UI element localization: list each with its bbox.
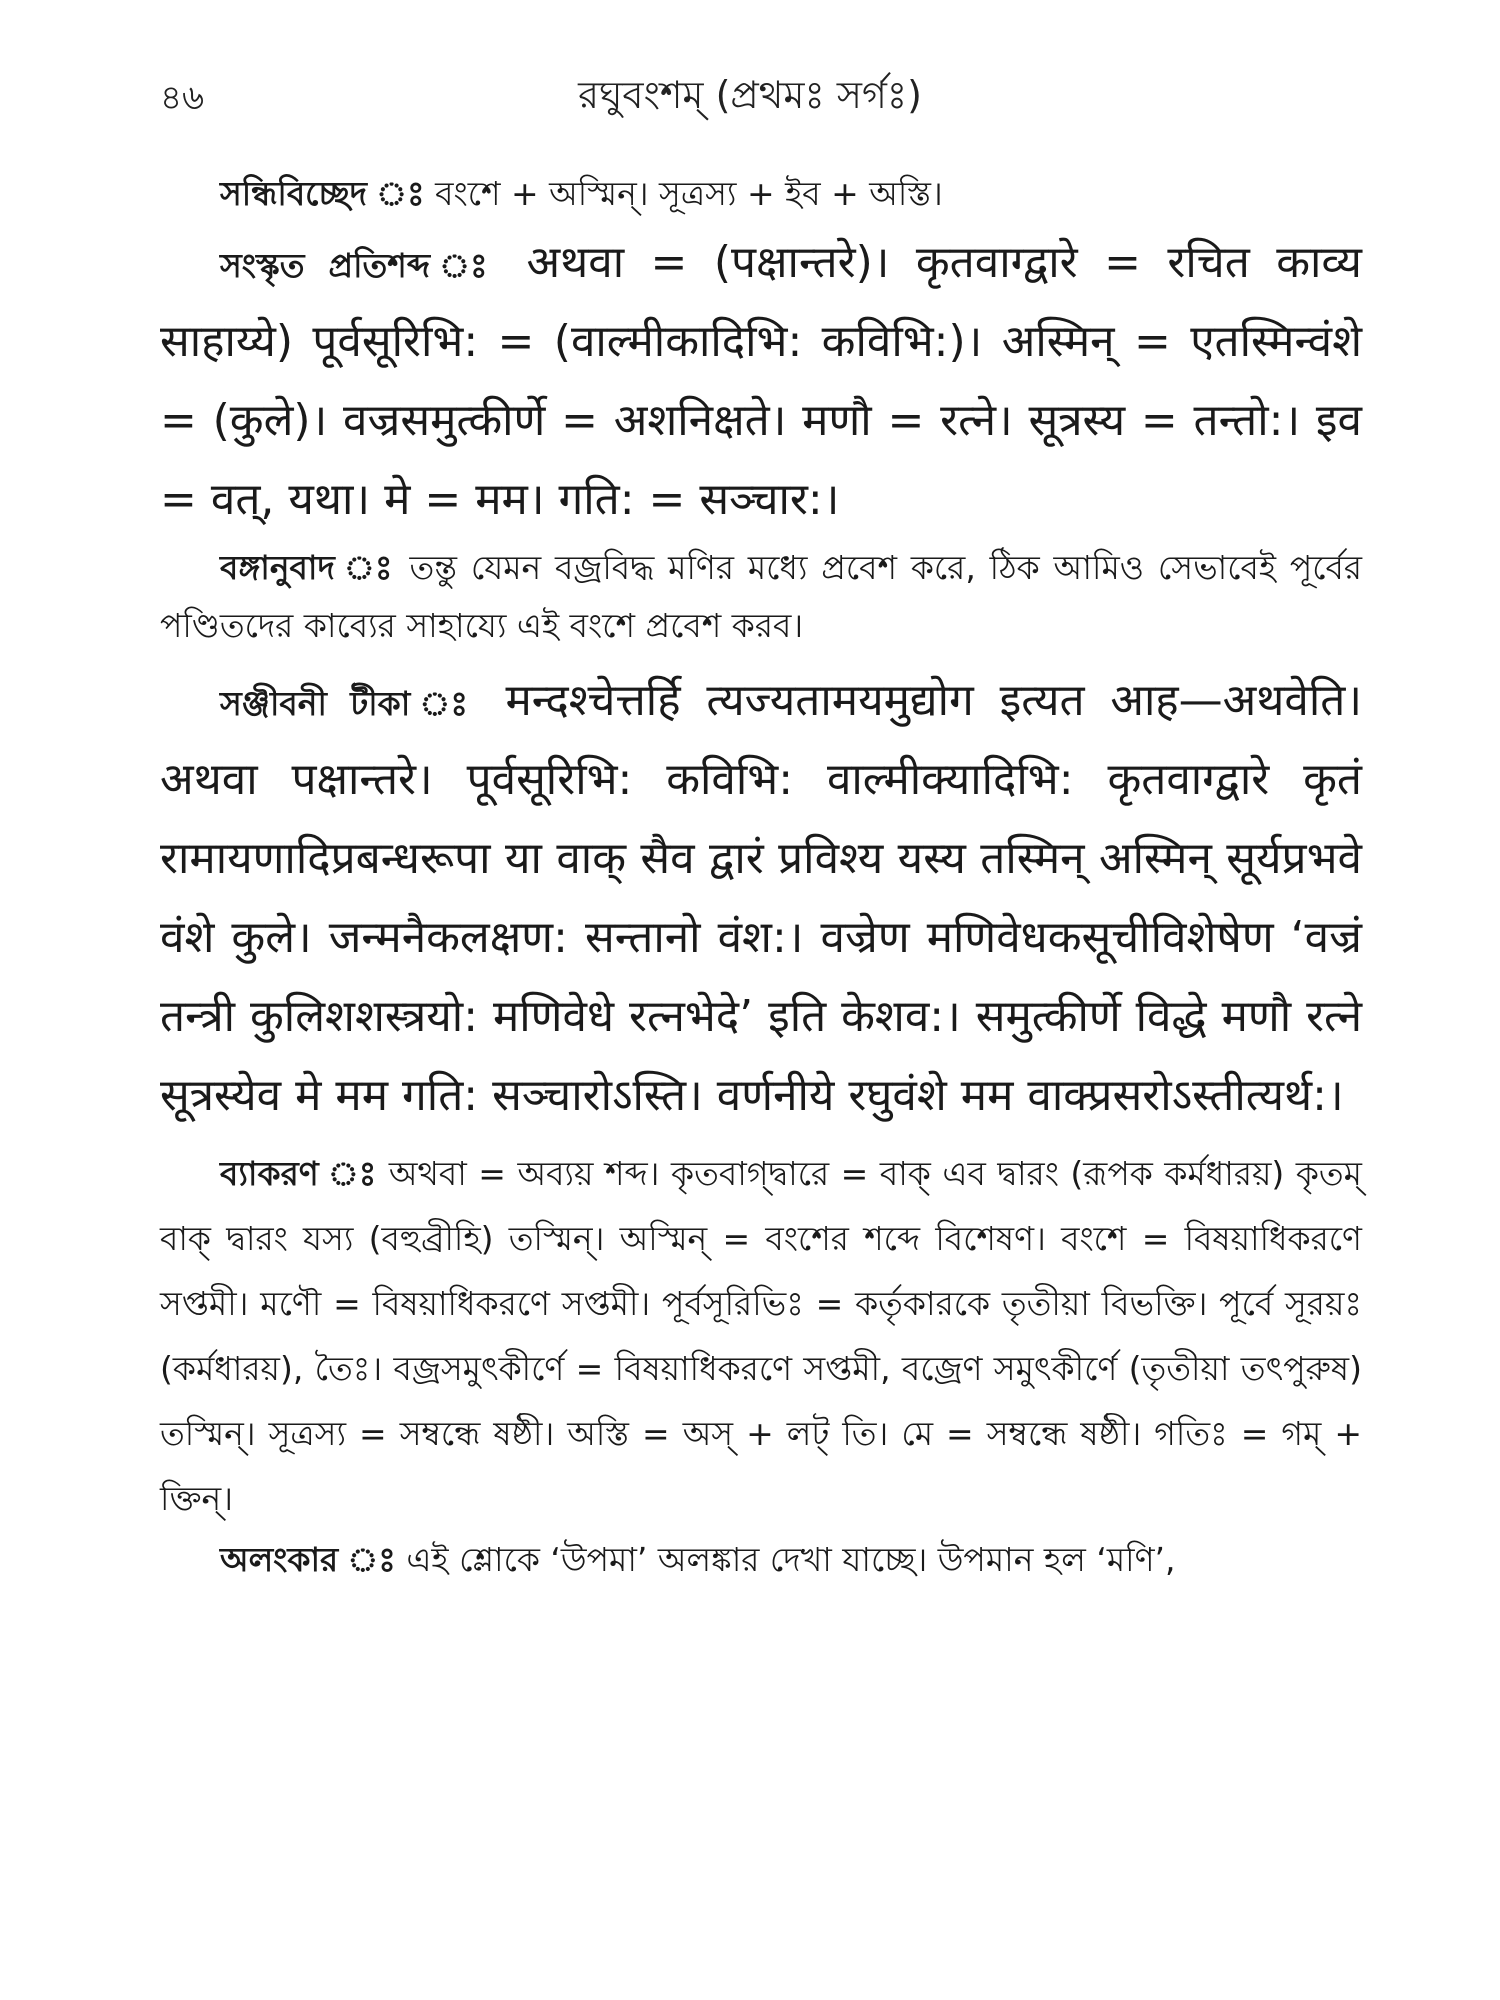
section-text: এই শ্লোকে ‘উপমা’ অলঙ্কার দেখা যাচ্ছে। উপমান হল ‘মণি’,	[395, 1540, 1176, 1579]
section-sanskrit-synonyms	[160, 223, 1362, 539]
section-label: অলংকার ঃ	[220, 1540, 396, 1579]
section-text: मन्दश्चेत्तर्हि त्यज्यतामयमुद्योग इत्यत आह—अथवेति। अथवा पक्षान्तरे। पूर्वसूरिभि: कविभि: वाल्मीक्यादिभि: कृतवाग्द्वारे कृतं रामायणादिप्रबन्धरूपा या वाक् सैव द्वारं प्रविश्य यस्य तस्मिन् अस्मिन् सूर्यप्रभवे वंशे कुले। जन्मनैकलक्षण: सन्तानो वंश:। वज्रेण मणिवेधकसूचीविशेषेण ‘वज्रं तन्त्री कुलिशशस्त्रयो: मणिवेधे रत्नभेदे’ इति केशव:। समुत्कीर्णे विद्धे मणौ रत्ने सूत्रस्येव मे मम गति: सञ्चारोऽस्ति। वर्णनीये रघुवंशे मम वाक्प्रसरोऽस्तीत्यर्थ:।	[160, 675, 1363, 1121]
section-label: বঙ্গানুবাদ ঃ	[220, 548, 396, 587]
section-label: সন্ধিবিচ্ছেদ ঃ	[220, 174, 425, 213]
page-body	[160, 165, 1362, 1589]
section-text: অথবা = অব্যয় শব্দ। কৃতবাগ্দ্বারে = বাক্ এব দ্বারং (রূপক কর্মধারয়) কৃতম্ বাক্ দ্বারং যস্য (বহুব্রীহি) তস্মিন্। অস্মিন্ = বংশের শব্দে বিশেষণ। বংশে = বিষয়াধিকরণে সপ্তমী। মণৌ = বিষয়াধিকরণে সপ্তমী। পূর্বসূরিভিঃ = কর্তৃকারকে তৃতীয়া বিভক্তি। পূর্বে সূরয়ঃ (কর্মধারয়), তৈঃ। বজ্রসমুৎকীর্ণে = বিষয়াধিকরণে সপ্তমী, বজ্রেণ সমুৎকীর্ণে (তৃতীয়া তৎপুরুষ) তস্মিন্। সূত্রস্য = সম্বন্ধে ষষ্ঠী। অস্তি = অস্ + লট্ তি। মে = সম্বন্ধে ষষ্ঠী। গতিঃ = গম্ + ক্তিন্।	[160, 1154, 1362, 1518]
section-grammar	[160, 1141, 1362, 1531]
section-bengali-translation	[160, 539, 1362, 655]
section-label: সংস্কৃত প্রতিশব্দ ঃ	[220, 246, 501, 285]
section-sandhi-vichhed	[160, 165, 1362, 223]
running-title: রঘুবংশম্ (প্রথমঃ সর্গঃ)	[578, 73, 922, 117]
section-label: ব্যাকরণ ঃ	[220, 1154, 378, 1193]
section-text: তন্তু যেমন বজ্রবিদ্ধ মণির মধ্যে প্রবেশ করে, ঠিক আমিও সেভাবেই পূর্বের পণ্ডিতদের কাব্যের সাহায্যে এই বংশে প্রবেশ করব।	[160, 548, 1362, 645]
section-text: বংশে + অস্মিন্। সূত্রস্য + ইব + অস্তি।	[424, 174, 943, 213]
section-sanjivani-commentary	[160, 661, 1362, 1135]
section-text: अथवा = (पक्षान्तरे)। कृतवाग्द्वारे = रचित काव्य साहाय्ये) पूर्वसूरिभि: = (वाल्मीकादिभि: कविभि:)। अस्मिन् = एतस्मिन्वंशे = (कुले)। वज्रसमुत्कीर्णे = अशनिक्षते। मणौ = रत्ने। सूत्रस्य = तन्तो:। इव = वत्, यथा। मे = मम। गति: = सञ्चार:।	[160, 237, 1362, 525]
section-alankara	[160, 1531, 1362, 1589]
section-label: সঞ্জীবনী টীকা ঃ	[220, 684, 480, 723]
page-number: ৪৬	[160, 78, 205, 118]
